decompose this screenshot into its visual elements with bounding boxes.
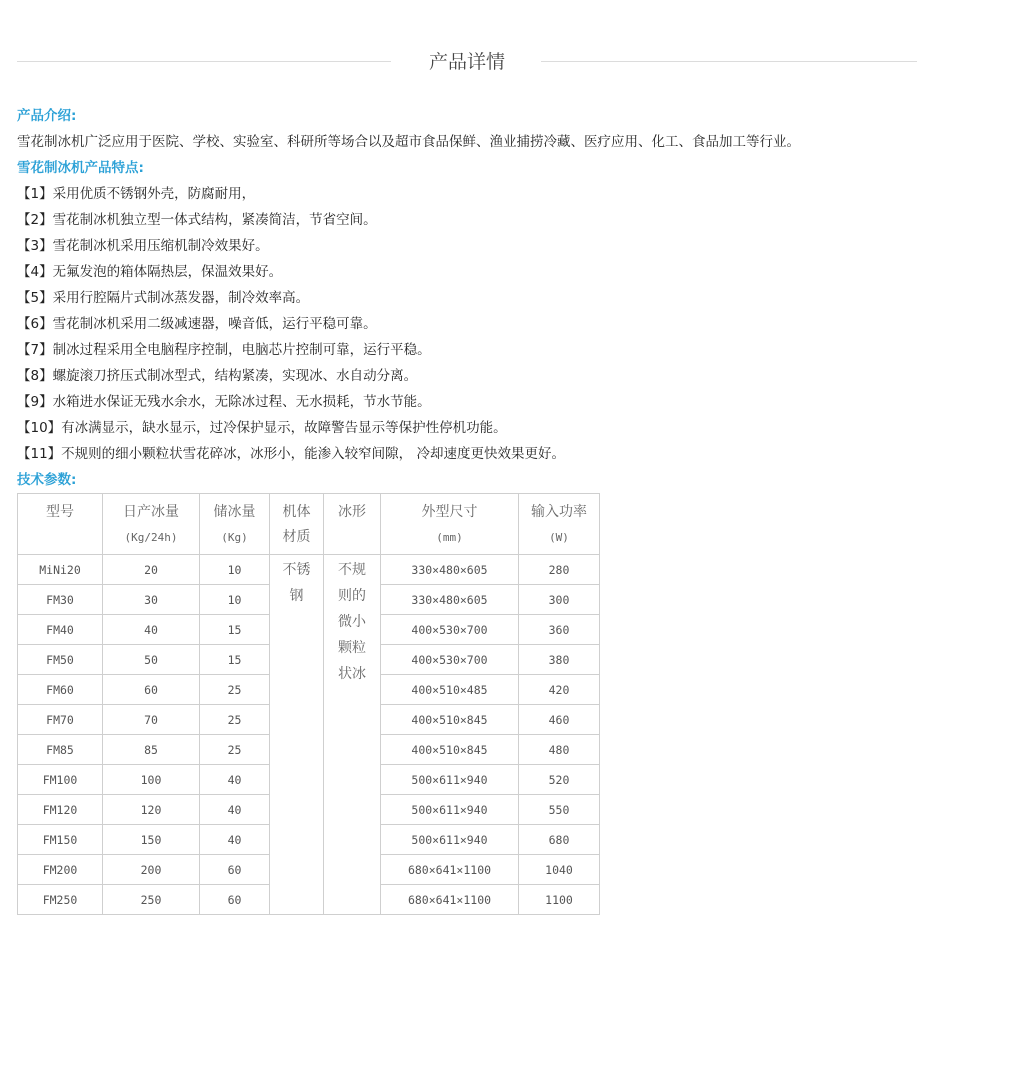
cell-model: FM250: [18, 885, 103, 915]
material-text: 钢: [289, 588, 304, 604]
cell-power: 480: [519, 735, 600, 765]
cell-power: 550: [519, 795, 600, 825]
cell-model: FM150: [18, 825, 103, 855]
intro-text: 雪花制冰机广泛应用于医院、学校、实验室、科研所等场合以及超市食品保鲜、渔业捕捞冷藏、医疗应用、化工、食品加工等行业。: [17, 134, 800, 150]
section-header: [17, 45, 917, 77]
cell-storage: 25: [200, 735, 270, 765]
cell-daily-output: 120: [103, 795, 200, 825]
cell-model: FM50: [18, 645, 103, 675]
ice-shape-text: 颗粒: [338, 640, 366, 656]
cell-dimensions: 400×510×845: [381, 735, 519, 765]
cell-daily-output: 250: [103, 885, 200, 915]
cell-daily-output: 70: [103, 705, 200, 735]
header-daily-output: 日产冰量 (Kg/24h): [103, 494, 200, 555]
cell-power: 360: [519, 615, 600, 645]
cell-model: FM70: [18, 705, 103, 735]
cell-dimensions: 400×510×845: [381, 705, 519, 735]
cell-power: 1040: [519, 855, 600, 885]
cell-dimensions: 330×480×605: [381, 585, 519, 615]
cell-model: FM200: [18, 855, 103, 885]
cell-ice-shape: [324, 555, 381, 915]
cell-storage: 60: [200, 855, 270, 885]
cell-storage: 40: [200, 795, 270, 825]
cell-storage: 40: [200, 765, 270, 795]
cell-dimensions: 400×510×485: [381, 675, 519, 705]
feature-item: 【3】雪花制冰机采用压缩机制冷效果好。: [17, 238, 269, 254]
cell-storage: 40: [200, 825, 270, 855]
cell-model: FM100: [18, 765, 103, 795]
table-row: [18, 555, 600, 585]
cell-daily-output: 40: [103, 615, 200, 645]
cell-power: 380: [519, 645, 600, 675]
cell-dimensions: 500×611×940: [381, 765, 519, 795]
cell-dimensions: 400×530×700: [381, 615, 519, 645]
cell-dimensions: 330×480×605: [381, 555, 519, 585]
specs-heading: 技术参数:: [17, 472, 77, 488]
cell-dimensions: 680×641×1100: [381, 885, 519, 915]
feature-item: 【6】雪花制冰机采用二级减速器，噪音低，运行平稳可靠。: [17, 316, 377, 332]
cell-dimensions: 680×641×1100: [381, 855, 519, 885]
cell-storage: 60: [200, 885, 270, 915]
page-title: 产品详情: [428, 51, 505, 73]
feature-item: 【10】有冰满显示，缺水显示，过冷保护显示，故障警告显示等保护性停机功能。: [17, 420, 507, 436]
feature-item: 【4】无氟发泡的箱体隔热层，保温效果好。: [17, 264, 283, 280]
features-list: [17, 181, 1007, 467]
cell-daily-output: 60: [103, 675, 200, 705]
header-dimensions: 外型尺寸 (mm): [381, 494, 519, 555]
feature-item: 【1】采用优质不锈钢外壳，防腐耐用，: [17, 186, 256, 202]
cell-model: FM85: [18, 735, 103, 765]
cell-daily-output: 50: [103, 645, 200, 675]
cell-dimensions: 500×611×940: [381, 795, 519, 825]
cell-daily-output: 20: [103, 555, 200, 585]
cell-power: 1100: [519, 885, 600, 915]
cell-storage: 10: [200, 555, 270, 585]
cell-storage: 15: [200, 645, 270, 675]
cell-model: FM120: [18, 795, 103, 825]
cell-power: 680: [519, 825, 600, 855]
features-heading: 雪花制冰机产品特点:: [17, 160, 144, 176]
feature-item: 【8】螺旋滚刀挤压式制冰型式，结构紧凑，实现冰、水自动分离。: [17, 368, 418, 384]
material-text: 不锈: [282, 562, 311, 578]
header-model: 型号: [18, 494, 103, 555]
cell-material: [270, 555, 324, 915]
cell-dimensions: 400×530×700: [381, 645, 519, 675]
cell-storage: 10: [200, 585, 270, 615]
cell-model: FM60: [18, 675, 103, 705]
ice-shape-text: 微小: [338, 614, 366, 630]
cell-power: 460: [519, 705, 600, 735]
feature-item: 【7】制冰过程采用全电脑程序控制，电脑芯片控制可靠，运行平稳。: [17, 342, 431, 358]
cell-power: 280: [519, 555, 600, 585]
cell-daily-output: 200: [103, 855, 200, 885]
ice-shape-text: 不规: [338, 562, 366, 578]
cell-power: 300: [519, 585, 600, 615]
header-divider-right: [541, 61, 917, 62]
cell-daily-output: 150: [103, 825, 200, 855]
cell-daily-output: 30: [103, 585, 200, 615]
header-power: 输入功率 (W): [519, 494, 600, 555]
header-divider-left: [17, 61, 391, 62]
cell-model: FM40: [18, 615, 103, 645]
product-content: [17, 103, 1007, 915]
header-storage: 储冰量 (Kg): [200, 494, 270, 555]
cell-model: MiNi20: [18, 555, 103, 585]
header-material: 机体 材质: [270, 494, 324, 555]
ice-shape-text: 则的: [338, 588, 366, 604]
header-ice-shape: 冰形: [324, 494, 381, 555]
cell-daily-output: 85: [103, 735, 200, 765]
feature-item: 【2】雪花制冰机独立型一体式结构，紧凑简洁，节省空间。: [17, 212, 377, 228]
cell-storage: 25: [200, 705, 270, 735]
feature-item: 【11】不规则的细小颗粒状雪花碎冰，冰形小，能渗入较窄间隙， 冷却速度更快效果更好。: [17, 446, 565, 462]
specs-table: [17, 493, 600, 915]
cell-dimensions: 500×611×940: [381, 825, 519, 855]
cell-daily-output: 100: [103, 765, 200, 795]
intro-heading: 产品介绍:: [17, 108, 77, 124]
feature-item: 【9】水箱进水保证无残水余水，无除冰过程、无水损耗，节水节能。: [17, 394, 431, 410]
cell-storage: 15: [200, 615, 270, 645]
cell-power: 420: [519, 675, 600, 705]
ice-shape-text: 状冰: [338, 666, 366, 682]
feature-item: 【5】采用行腔隔片式制冰蒸发器，制冷效率高。: [17, 290, 310, 306]
cell-model: FM30: [18, 585, 103, 615]
cell-power: 520: [519, 765, 600, 795]
table-header-row: [18, 494, 600, 555]
cell-storage: 25: [200, 675, 270, 705]
